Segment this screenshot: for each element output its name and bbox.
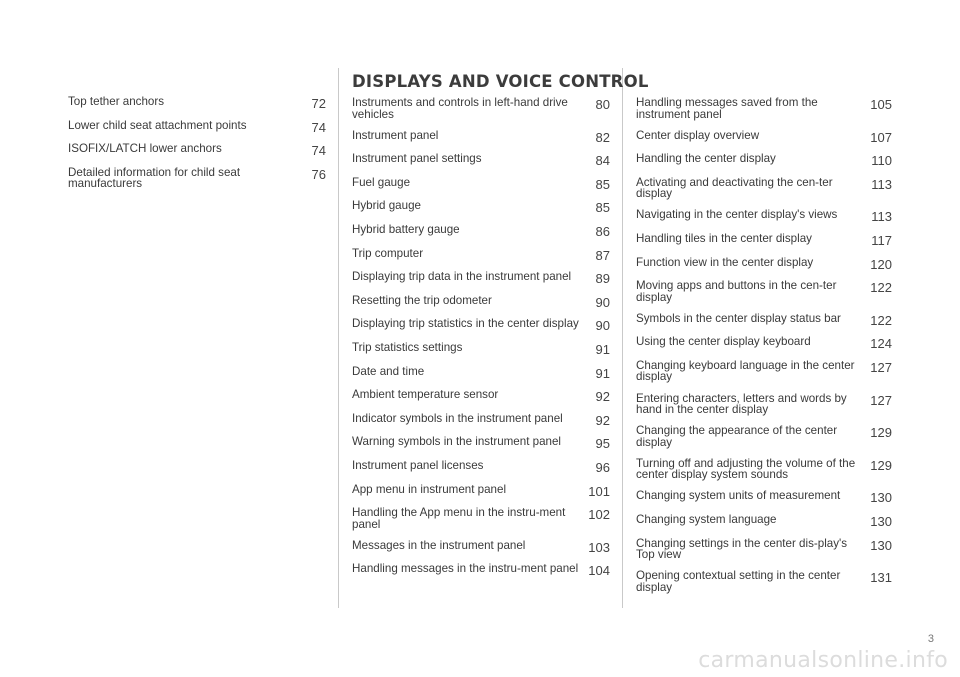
toc-entry-title: Changing settings in the center dis-play's Top view: [636, 536, 848, 561]
toc-entry-page: 72: [311, 96, 326, 111]
toc-entry-title: Warning symbols in the instrument panel: [352, 435, 561, 449]
toc-entry-page: 87: [595, 247, 610, 263]
toc-entry[interactable]: [352, 540, 610, 554]
toc-entry-page: 92: [595, 412, 610, 428]
toc-entry-title: Changing keyboard language in the center display: [636, 358, 855, 384]
toc-entry[interactable]: [352, 366, 610, 380]
toc-entry[interactable]: [352, 97, 610, 120]
toc-entry[interactable]: [636, 313, 892, 327]
toc-entry-title: Ambient temperature sensor: [352, 388, 499, 402]
toc-entry-title: Displaying trip statistics in the center display: [352, 317, 579, 331]
toc-entry-page: 74: [311, 143, 326, 159]
toc-entry-page: 86: [595, 223, 610, 239]
toc-entry-title: Fuel gauge: [352, 175, 411, 189]
toc-entry-title: Lower child seat attachment points: [68, 118, 247, 132]
toc-column-right: [636, 97, 892, 603]
toc-entry-title: Resetting the trip odometer: [352, 293, 492, 307]
toc-entry[interactable]: [636, 393, 892, 416]
toc-entry-title: Instrument panel settings: [352, 152, 482, 166]
toc-entry-title: Changing system language: [636, 512, 777, 526]
toc-entry[interactable]: [636, 233, 892, 247]
toc-entry[interactable]: [352, 389, 610, 403]
toc-entry[interactable]: [352, 413, 610, 427]
toc-entry-page: 113: [871, 176, 892, 192]
column-divider-left: [338, 68, 339, 608]
toc-entry-title: Handling messages in the instru-ment panel: [352, 562, 579, 576]
toc-entry-page: 102: [588, 507, 610, 523]
toc-entry-page: 89: [595, 271, 610, 287]
toc-entry[interactable]: [68, 96, 326, 110]
toc-entry-title: Moving apps and buttons in the cen-ter display: [636, 279, 837, 304]
toc-entry-page: 101: [588, 483, 610, 499]
page-number: 3: [927, 633, 934, 645]
toc-entry-title: ISOFIX/LATCH lower anchors: [68, 142, 222, 156]
toc-entry[interactable]: [352, 153, 610, 167]
toc-entry[interactable]: [352, 342, 610, 356]
toc-entry-title: Activating and deactivating the cen-ter display: [636, 175, 833, 201]
toc-entry-page: 130: [870, 490, 892, 506]
toc-entry-page: 90: [595, 294, 610, 310]
toc-entry-page: 92: [595, 389, 610, 405]
toc-entry-page: 82: [595, 129, 610, 145]
toc-entry-title: Symbols in the center display status bar: [636, 311, 841, 325]
toc-entry-page: 129: [870, 457, 892, 473]
toc-entry-title: Detailed information for child seat manufacturers: [68, 165, 241, 191]
toc-entry-page: 107: [870, 129, 892, 145]
toc-entry-title: Trip computer: [352, 246, 424, 260]
toc-entry-page: 117: [871, 232, 892, 248]
toc-entry-page: 104: [588, 563, 610, 579]
toc-entry[interactable]: [68, 120, 326, 134]
toc-entry-page: 127: [870, 392, 892, 408]
toc-entry[interactable]: [68, 143, 326, 157]
toc-entry-title: Handling messages saved from the instrument panel: [636, 96, 818, 121]
toc-entry[interactable]: [352, 224, 610, 238]
toc-entry[interactable]: [352, 295, 610, 309]
toc-entry-page: 80: [595, 97, 610, 112]
toc-entry[interactable]: [68, 167, 326, 190]
toc-entry-title: Indicator symbols in the instrument panel: [352, 411, 563, 425]
toc-entry-page: 113: [871, 209, 892, 225]
toc-entry-page: 127: [870, 359, 892, 375]
toc-entry-page: 85: [595, 176, 610, 192]
toc-entry-title: Changing system units of measurement: [636, 489, 841, 503]
toc-entry-page: 91: [595, 365, 610, 381]
toc-entry[interactable]: [636, 257, 892, 271]
toc-entry-page: 122: [870, 280, 892, 296]
toc-entry[interactable]: [636, 425, 892, 448]
toc-entry-page: 131: [870, 570, 892, 586]
toc-entry-page: 129: [870, 425, 892, 441]
toc-entry-title: Handling the App menu in the instru-ment panel: [352, 506, 566, 531]
toc-entry[interactable]: [352, 271, 610, 285]
toc-entry-title: Hybrid battery gauge: [352, 222, 460, 236]
toc-entry-page: 96: [595, 459, 610, 475]
toc-entry-title: Instrument panel licenses: [352, 458, 484, 472]
toc-entry-page: 124: [870, 336, 892, 352]
toc-entry[interactable]: [636, 209, 892, 223]
watermark: carmanualsonline.info: [698, 648, 948, 673]
toc-entry-title: Handling the center display: [636, 152, 776, 166]
toc-entry-title: Messages in the instrument panel: [352, 538, 526, 552]
toc-entry[interactable]: [636, 490, 892, 504]
toc-entry-page: 120: [870, 256, 892, 272]
toc-entry[interactable]: [352, 130, 610, 144]
toc-column-left: [68, 96, 326, 199]
toc-entry-page: 103: [588, 539, 610, 555]
toc-entry[interactable]: [636, 336, 892, 350]
toc-entry-title: Trip statistics settings: [352, 340, 463, 354]
toc-entry-page: 85: [595, 200, 610, 216]
toc-entry-page: 84: [595, 153, 610, 169]
toc-entry-title: Hybrid gauge: [352, 199, 421, 213]
toc-entry-title: Using the center display keyboard: [636, 335, 811, 349]
toc-entry[interactable]: [352, 460, 610, 474]
toc-entry-title: Instruments and controls in left-hand drive vehicles: [352, 96, 568, 121]
toc-entry-page: 95: [595, 436, 610, 452]
toc-entry-title: Displaying trip data in the instrument panel: [352, 270, 572, 284]
toc-entry[interactable]: [636, 570, 892, 593]
column-divider-right: [622, 68, 623, 608]
toc-entry[interactable]: [636, 153, 892, 167]
toc-entry[interactable]: [636, 514, 892, 528]
toc-entry-title: Opening contextual setting in the center display: [636, 569, 841, 594]
toc-entry-page: 91: [595, 341, 610, 357]
toc-entry[interactable]: [636, 97, 892, 120]
toc-entry-page: 122: [870, 312, 892, 328]
toc-entry-title: Changing the appearance of the center display: [636, 424, 838, 449]
section-heading: DISPLAYS AND VOICE CONTROL: [352, 72, 649, 91]
toc-entry[interactable]: [352, 507, 610, 530]
toc-entry[interactable]: [636, 177, 892, 200]
toc-entry[interactable]: [636, 130, 892, 144]
toc-entry[interactable]: [636, 538, 892, 561]
toc-entry[interactable]: [352, 563, 610, 577]
toc-entry[interactable]: [352, 248, 610, 262]
toc-column-middle: [352, 97, 610, 587]
toc-entry-page: 130: [870, 513, 892, 529]
toc-entry-title: Navigating in the center display's views: [636, 208, 838, 222]
toc-entry-title: Date and time: [352, 364, 425, 378]
toc-entry-title: Top tether anchors: [68, 95, 165, 108]
toc-entry-page: 76: [311, 166, 326, 182]
toc-entry-title: Handling tiles in the center display: [636, 231, 812, 245]
toc-entry[interactable]: [352, 484, 610, 498]
toc-entry-title: Center display overview: [636, 128, 760, 142]
toc-entry-page: 90: [595, 318, 610, 334]
toc-entry-title: Turning off and adjusting the volume of the center display system sounds: [636, 456, 856, 482]
toc-entry[interactable]: [352, 177, 610, 191]
toc-entry[interactable]: [352, 318, 610, 332]
toc-entry[interactable]: [636, 458, 892, 481]
toc-entry-page: 74: [311, 119, 326, 135]
toc-entry-title: Function view in the center display: [636, 255, 814, 269]
toc-entry[interactable]: [352, 200, 610, 214]
toc-entry-title: Entering characters, letters and words by hand in the center display: [636, 391, 847, 417]
toc-entry-page: 105: [870, 97, 892, 112]
toc-entry-page: 130: [870, 537, 892, 553]
toc-entry-page: 110: [871, 153, 892, 169]
toc-entry[interactable]: [636, 360, 892, 383]
toc-entry[interactable]: [636, 280, 892, 303]
toc-entry-title: App menu in instrument panel: [352, 482, 507, 496]
toc-entry[interactable]: [352, 436, 610, 450]
toc-entry-title: Instrument panel: [352, 128, 439, 142]
